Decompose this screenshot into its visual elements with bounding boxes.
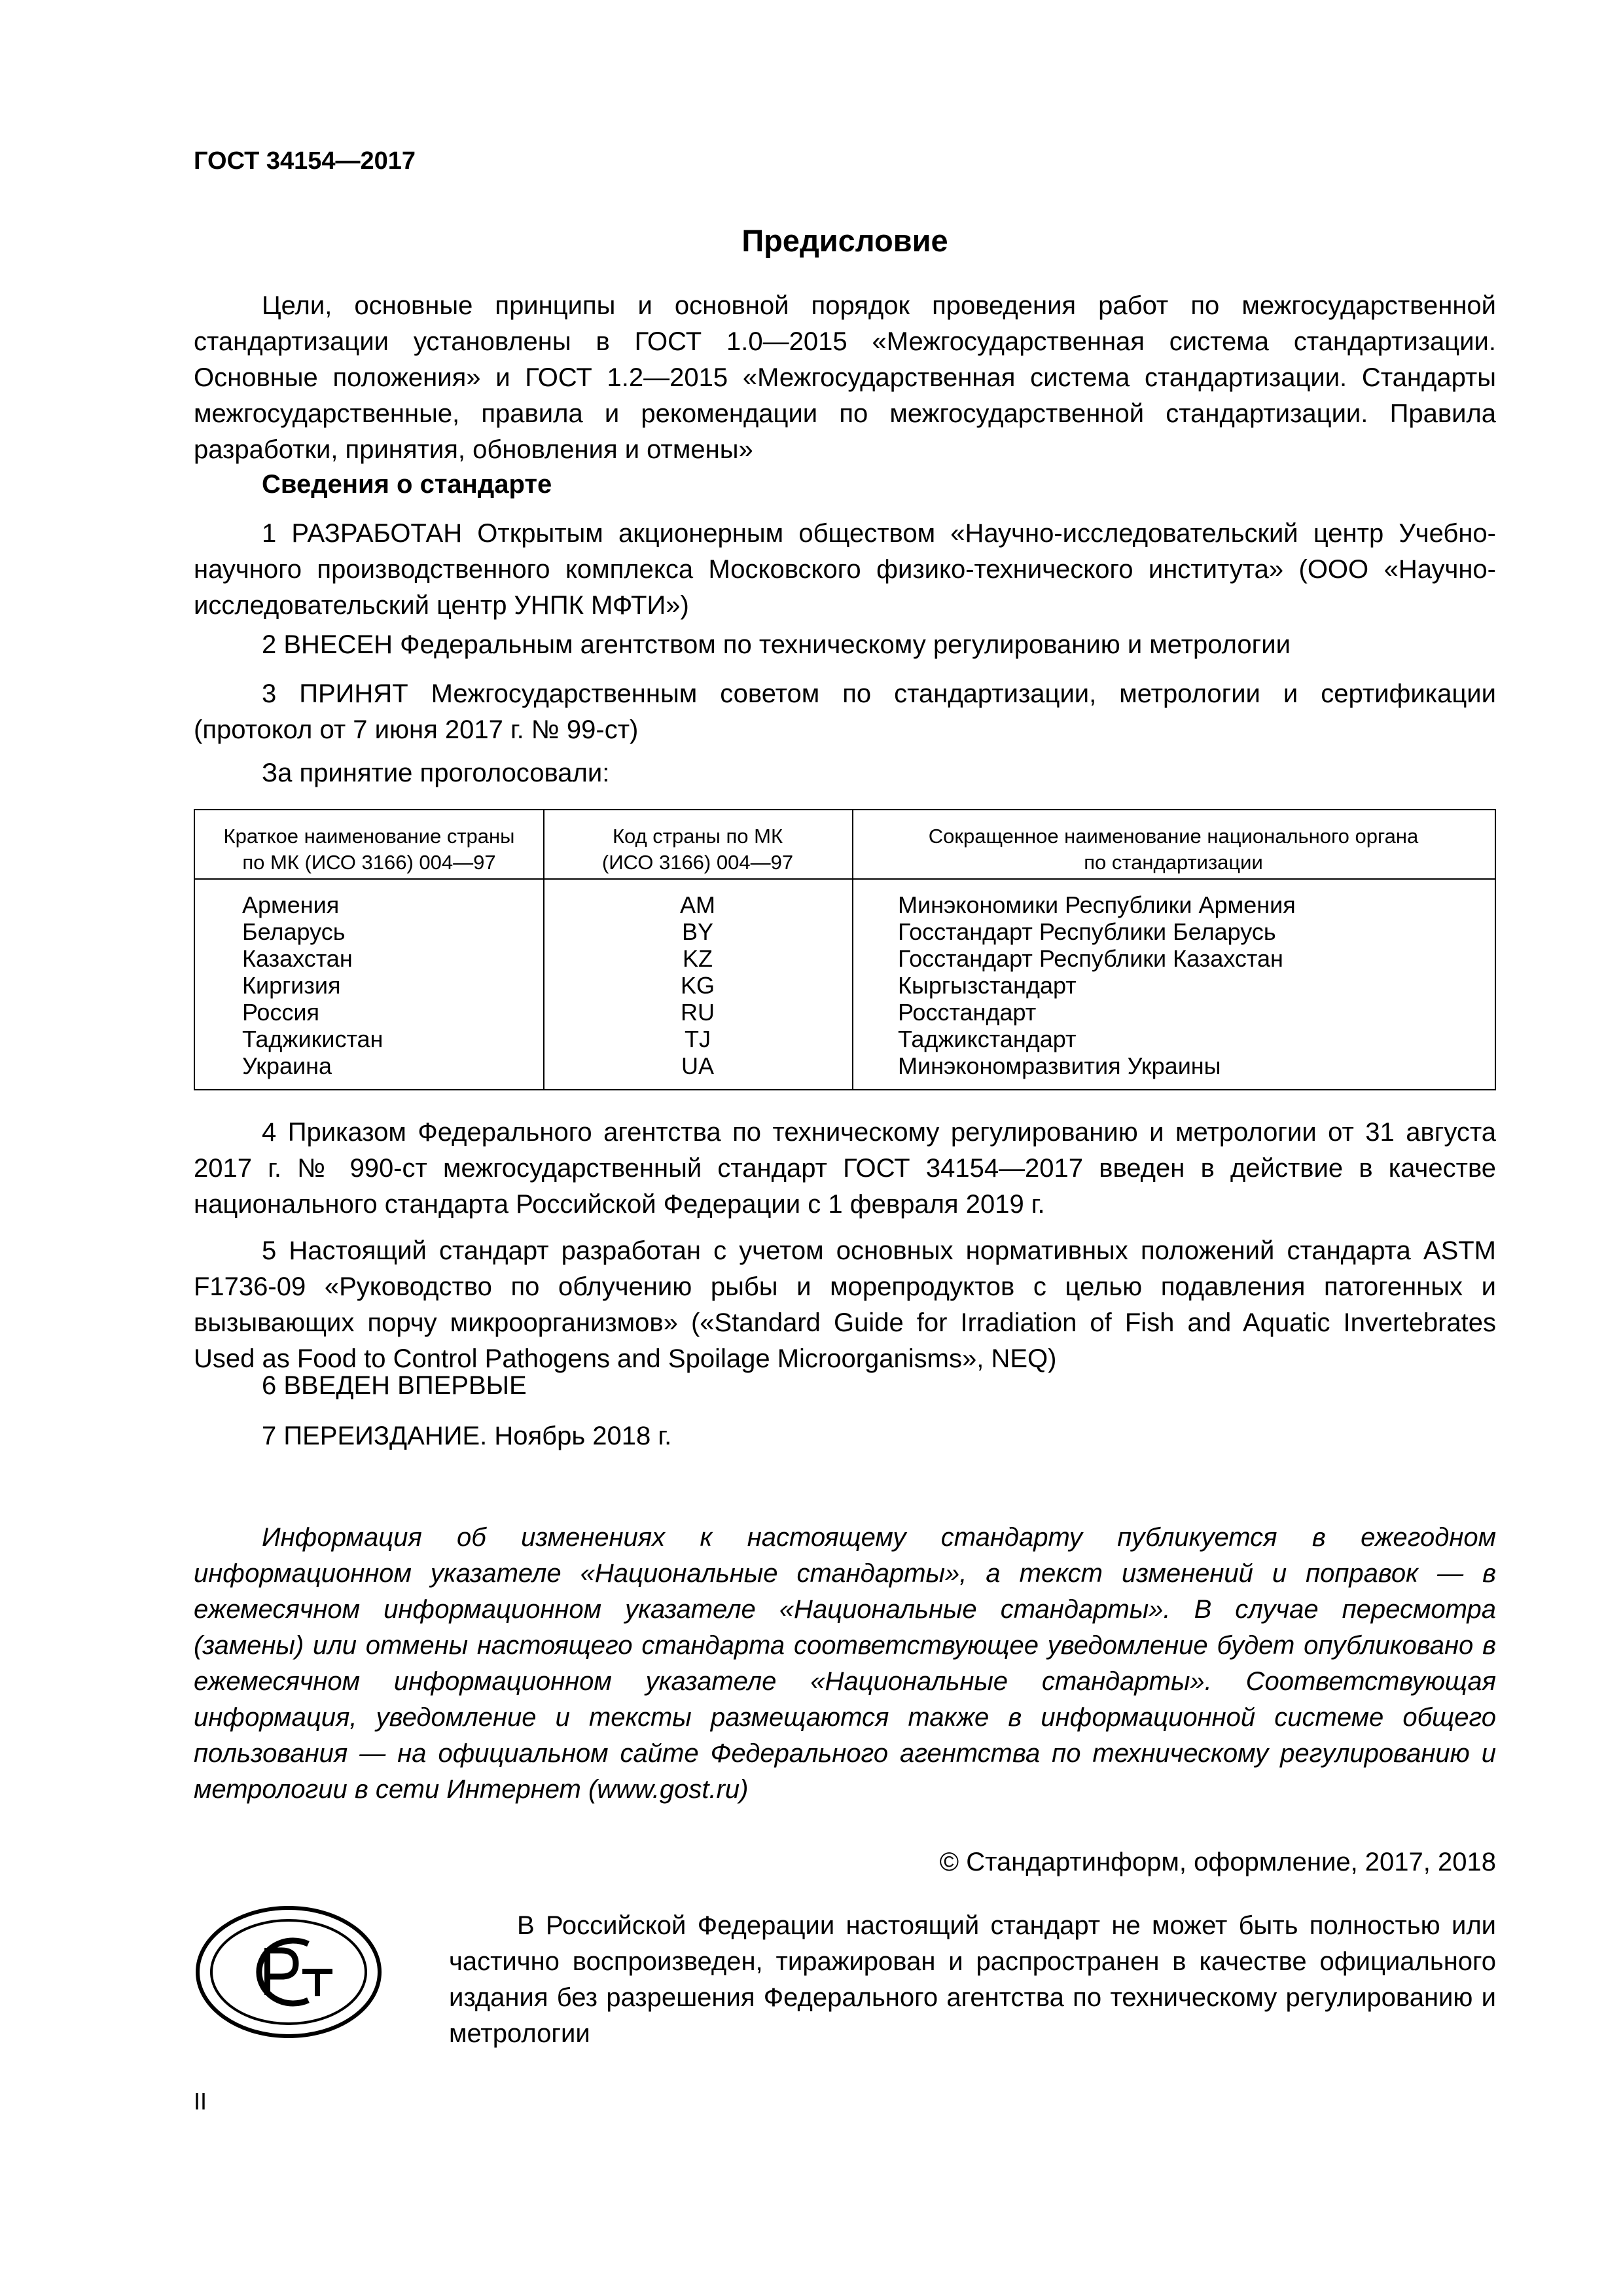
paragraph-7: 7 ПЕРЕИЗДАНИЕ. Ноябрь 2018 г. (262, 1422, 672, 1450)
standard-code: ГОСТ 34154—2017 (194, 147, 416, 175)
table-header-body (852, 823, 1495, 876)
table-cell-country: Казахстан (242, 945, 353, 972)
table-cell-code: RU (681, 999, 715, 1026)
table-column-countries (242, 891, 383, 1079)
table-cell-code: AM (680, 891, 715, 918)
paragraph-3: 3 ПРИНЯТ Межгосударственным советом по стандартизации, метрологии и сертификации (протокол от 7 июня 2017 г. № 99-ст) (194, 679, 1496, 744)
table-cell-country: Украина (242, 1052, 332, 1079)
changes-information: Информация об изменениях к настоящему стандарту публикуется в ежегодном информационном указателе «Национальные стандарты», а текст изменений и поправок — в ежемесячном информационном указателе «Национальные стандарты». В случае пересмотра (замены) или отмены настоящего стандарта соответствующее уведомление будет опубликовано в ежемесячном информационном указателе «Национальные стандарты». Соответствующая информация, уведомление и тексты размещаются также в информационной системе общего пользования — на официальном сайте Федерального агентства по техническому регулированию и метрологии в сети Интернет (www.gost.ru) (194, 1523, 1496, 1804)
table-header-code (543, 823, 852, 876)
table-header-divider (195, 878, 1495, 880)
table-header-country (195, 823, 543, 876)
table-cell-country: Россия (242, 999, 320, 1026)
table-cell-country: Беларусь (242, 918, 346, 945)
header-line: Сокращенное наименование национального органа (928, 825, 1419, 848)
table-cell-body: Росстандарт (898, 999, 1037, 1026)
subheading: Сведения о стандарте (262, 470, 552, 499)
header-line: Краткое наименование страны (223, 825, 515, 848)
table-column-bodies (898, 891, 1296, 1079)
table-cell-country: Армения (242, 891, 340, 918)
table-cell-code: UA (681, 1052, 714, 1079)
paragraph-6: 6 ВВЕДЕН ВПЕРВЫЕ (262, 1371, 527, 1400)
table-cell-body: Госстандарт Республики Беларусь (898, 918, 1276, 945)
paragraph-1: 1 РАЗРАБОТАН Открытым акционерным обществом «Научно-исследовательский центр Учебно-научного производственного комплекса Московского физико-технического института» (ООО «Научно-исследовательский центр УНПК МФТИ») (194, 519, 1496, 620)
table-cell-body: Кыргызстандарт (898, 972, 1077, 999)
table-cell-country: Таджикистан (242, 1026, 383, 1052)
table-cell-body: Таджикстандарт (898, 1026, 1077, 1052)
table-cell-code: TJ (685, 1026, 711, 1052)
voted-label: За принятие проголосовали: (262, 759, 610, 787)
header-line: (ИСО 3166) 004—97 (601, 851, 794, 874)
copyright-line: © Стандартинформ, оформление, 2017, 2018 (939, 1848, 1496, 1876)
table-cell-code: BY (681, 918, 714, 945)
table-cell-body: Госстандарт Республики Казахстан (898, 945, 1283, 972)
header-line: по стандартизации (1084, 851, 1263, 874)
table-cell-body: Минэкономики Республики Армения (898, 891, 1296, 918)
intro-paragraph: Цели, основные принципы и основной порядок проведения работ по межгосударственной стандартизации установлены в ГОСТ 1.0—2015 «Межгосударственная система стандартизации. Основные положения» и ГОСТ 1.2—2015 «Межгосударственная система стандартизации. Стандарты межгосударственные, правила и рекомендации по межгосударственной стандартизации. Правила разработки, принятия, обновления и отмены» (194, 291, 1496, 464)
header-line: по МК (ИСО 3166) 004—97 (242, 851, 496, 874)
paragraph-4: 4 Приказом Федерального агентства по техническому регулированию и метрологии от 31 августа 2017 г. № 990-ст межгосударственный стандарт ГОСТ 34154—2017 введен в действие в качестве национального стандарта Российской Федерации с 1 февраля 2019 г. (194, 1118, 1496, 1219)
reproduction-notice: В Российской Федерации настоящий стандарт не может быть полностью или частично воспроизведен, тиражирован и распространен в качестве официального издания без разрешения Федерального агентства по техническому регулированию и метрологии (449, 1911, 1496, 2048)
table-cell-code: KZ (682, 945, 713, 972)
table-column-codes (543, 891, 852, 1079)
table-cell-body: Минэкономразвития Украины (898, 1052, 1221, 1079)
page-title: Предисловие (741, 223, 948, 258)
page-number: II (194, 2088, 207, 2115)
header-line: Код страны по МК (612, 825, 783, 848)
rst-logo-icon (194, 1903, 383, 2041)
paragraph-2: 2 ВНЕСЕН Федеральным агентством по техническому регулированию и метрологии (262, 630, 1291, 659)
table-cell-country: Киргизия (242, 972, 341, 999)
table-cell-code: KG (680, 972, 715, 999)
paragraph-5: 5 Настоящий стандарт разработан с учетом основных нормативных положений стандарта ASTM F1736-09 «Руководство по облучению рыбы и морепродуктов с целью подавления патогенных и вызывающих порчу микроорганизмов» («Standard Guide for Irradiation of Fish and Aquatic Invertebrates Used as Food to Control Pathogens and Spoilage Microorganisms», NEQ) (194, 1236, 1496, 1373)
voting-table (194, 809, 1496, 1090)
